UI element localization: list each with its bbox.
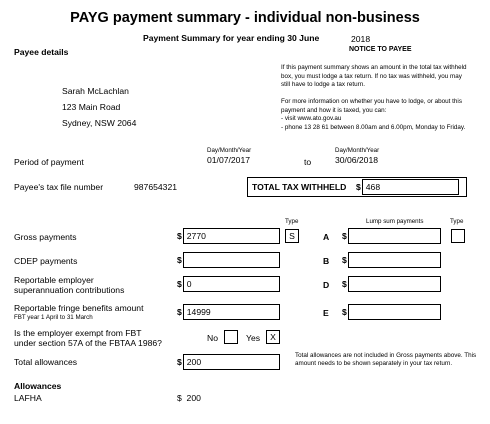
total-allowances-field	[177, 354, 280, 370]
notice-text-1: If this payment summary shows an amount in the total tax withheld box, you must lodge a tax return. If no tax was withheld, you may still have to lodge a tax return.	[281, 64, 467, 89]
notice-title: NOTICE TO PAYEE	[349, 46, 412, 53]
lump-b-letter: B	[323, 256, 330, 266]
payee-city: Sydney, NSW 2064	[62, 118, 137, 128]
cdep-label: CDEP payments	[14, 256, 78, 266]
lump-e-currency: $	[342, 307, 347, 317]
period-end-format: Day/Month/Year	[335, 147, 380, 154]
period-start-format: Day/Month/Year	[207, 147, 252, 154]
period-end: 30/06/2018	[335, 155, 379, 165]
fringe-sub-label: FBT year 1 April to 31 March	[14, 314, 93, 321]
notice-text-2: For more information on whether you have to lodge, or about this payment and how it is taxed, you can:	[281, 98, 462, 114]
gross-payments-input[interactable]: 2770	[183, 228, 280, 244]
fbt-exempt-yes-label: Yes	[246, 333, 261, 343]
cdep-currency: $	[177, 255, 182, 265]
allowances-heading: Allowances	[14, 381, 62, 391]
lump-b-currency: $	[342, 255, 347, 265]
lump-a-type-box[interactable]	[451, 229, 465, 243]
super-label-line1: Reportable employer	[14, 275, 94, 285]
lump-a-currency: $	[342, 231, 347, 241]
lump-d-field	[342, 276, 441, 292]
total-tax-input[interactable]: 468	[362, 179, 459, 195]
notice-paragraph-1	[281, 64, 467, 90]
notice-item-website: - visit www.ato.gov.au	[281, 115, 342, 123]
lump-a-field	[342, 228, 441, 244]
super-label-line2: superannuation contributions	[14, 285, 125, 295]
fringe-currency: $	[177, 307, 182, 317]
total-allowances-input[interactable]: 200	[183, 354, 280, 370]
gross-payments-field	[177, 228, 280, 244]
payee-details-heading: Payee details	[14, 47, 69, 57]
lump-e-input[interactable]	[348, 304, 441, 320]
gross-payments-label: Gross payments	[14, 232, 77, 242]
cdep-input[interactable]	[183, 252, 280, 268]
fbt-exempt-line2: under section 57A of the FBTAA 1986?	[14, 338, 162, 348]
fringe-label: Reportable fringe benefits amount	[14, 303, 144, 313]
tfn-value: 987654321	[134, 182, 178, 192]
allowances-currency: $	[177, 357, 182, 367]
period-to: to	[304, 157, 312, 167]
gross-currency: $	[177, 231, 182, 241]
lump-a-input[interactable]	[348, 228, 441, 244]
form-subtitle: Payment Summary for year ending 30 June	[143, 33, 320, 43]
lump-e-field	[342, 304, 441, 320]
tfn-label: Payee's tax file number	[14, 182, 104, 192]
lump-a-letter: A	[323, 232, 330, 242]
lump-d-currency: $	[342, 279, 347, 289]
period-start: 01/07/2017	[207, 155, 251, 165]
total-tax-label: TOTAL TAX WITHHELD	[252, 182, 347, 192]
allowance-item-name: LAFHA	[14, 393, 42, 403]
fbt-exempt-line1: Is the employer exempt from FBT	[14, 328, 142, 338]
super-input[interactable]: 0	[183, 276, 280, 292]
fbt-exempt-yes-checkbox[interactable]: X	[266, 330, 280, 344]
fringe-field	[177, 304, 280, 320]
type-column-header: Type	[285, 218, 299, 225]
cdep-field	[177, 252, 280, 268]
fbt-exempt-no-label: No	[207, 333, 218, 343]
total-allowances-label: Total allowances	[14, 357, 78, 367]
gross-type-box[interactable]: S	[285, 229, 299, 243]
payee-street: 123 Main Road	[62, 102, 121, 112]
notice-paragraph-2	[281, 98, 467, 132]
super-field	[177, 276, 280, 292]
form-title: PAYG payment summary - individual non-business	[70, 10, 420, 26]
lump-d-input[interactable]	[348, 276, 441, 292]
payee-name: Sarah McLachlan	[62, 86, 129, 96]
form-year: 2018	[351, 34, 371, 44]
period-label: Period of payment	[14, 157, 84, 167]
lump-b-field	[342, 252, 441, 268]
fbt-exempt-no-checkbox[interactable]	[224, 330, 238, 344]
lump-sum-header: Lump sum payments	[366, 218, 424, 225]
lump-d-letter: D	[323, 280, 330, 290]
notice-item-phone: - phone 13 28 61 between 8.00am and 6.00pm, Monday to Friday.	[281, 123, 466, 131]
total-tax-currency: $	[356, 182, 361, 192]
fringe-input[interactable]: 14999	[183, 304, 280, 320]
allowances-note: Total allowances are not included in Gross payments above. This amount needs to be shown separately in your tax return.	[295, 352, 477, 367]
super-currency: $	[177, 279, 182, 289]
total-tax-field	[356, 179, 459, 195]
lump-e-letter: E	[323, 308, 329, 318]
lump-type-header: Type	[450, 218, 464, 225]
lump-b-input[interactable]	[348, 252, 441, 268]
allowance-item-amount: $ 200	[177, 393, 201, 403]
